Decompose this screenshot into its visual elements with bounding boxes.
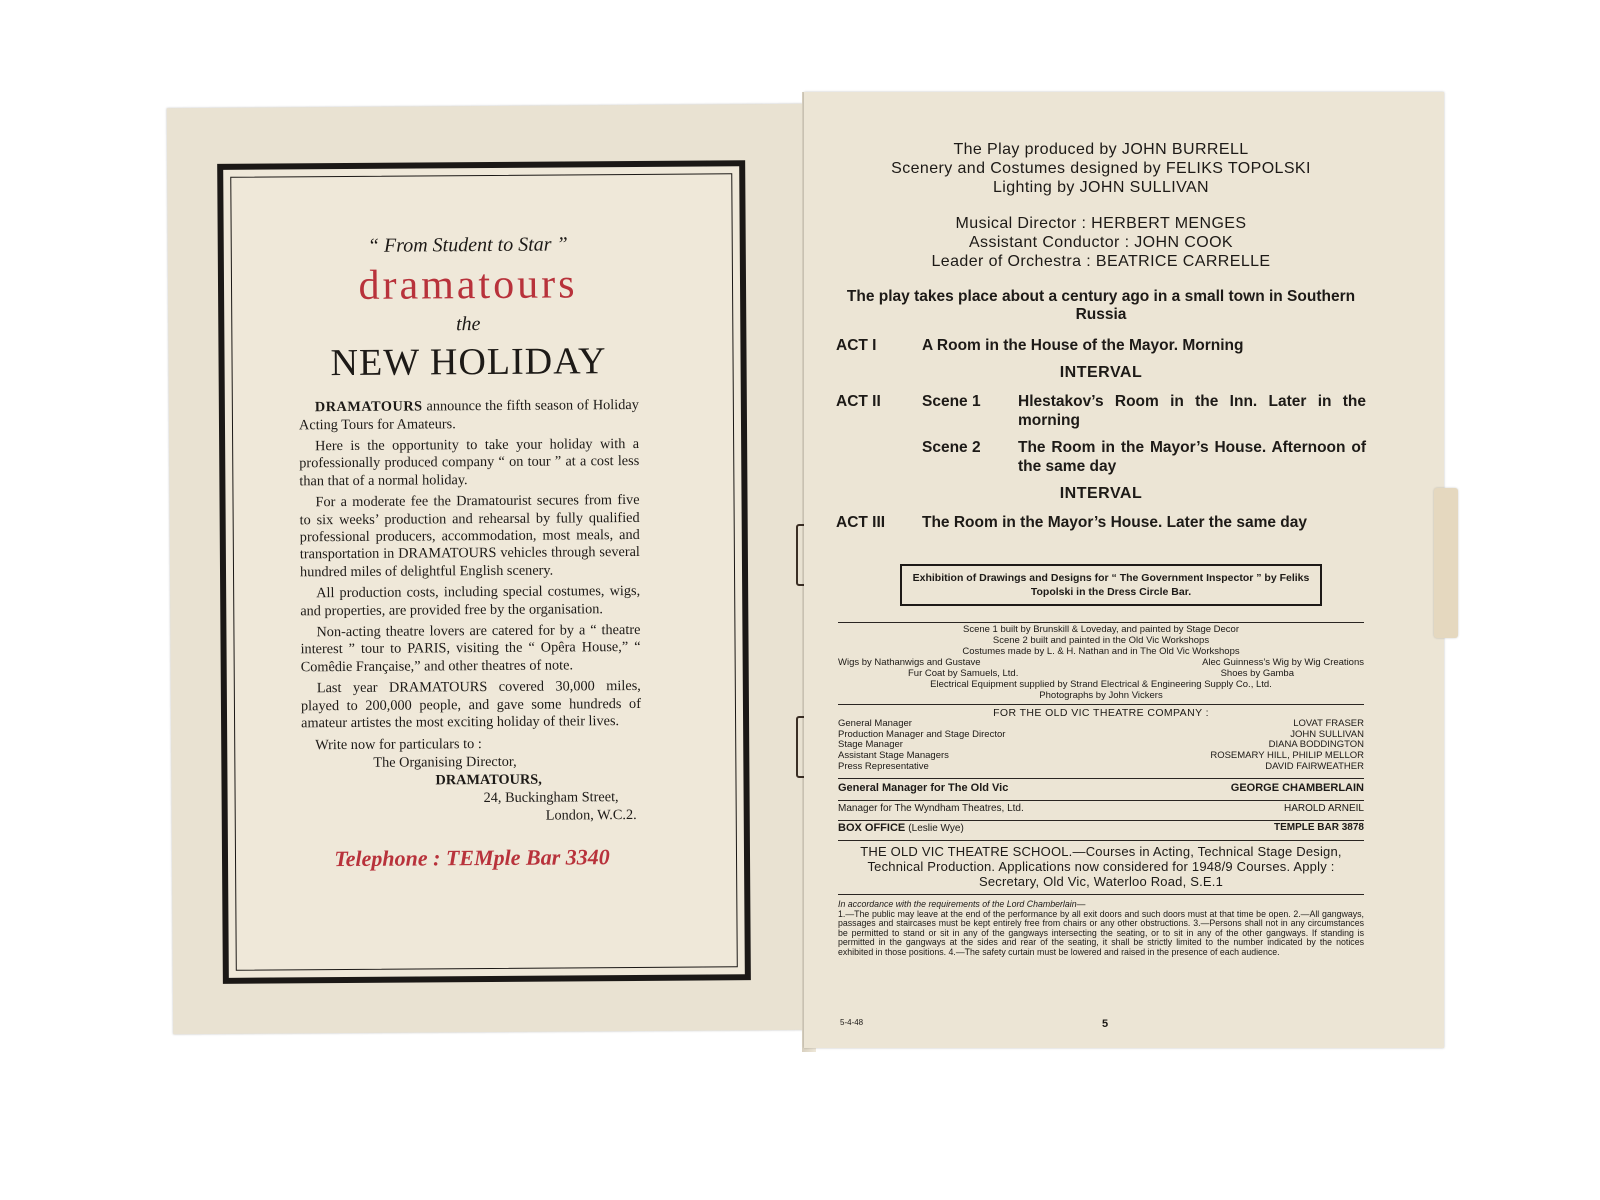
music-credits: Musical Director : HERBERT MENGES Assistant Conductor : JOHN COOK Leader of Orchestra : BEATRICE CARRELLE (931, 215, 1271, 270)
company-staff (838, 708, 1364, 773)
ad-paragraph: DRAMATOURS announce the fifth season of Holiday Acting Tours for Amateurs. (298, 397, 639, 433)
right-page (804, 92, 1444, 1048)
act-3: ACT III The Room in the Mayor’s House. Later the same day (836, 514, 1308, 531)
tape-strip (1434, 488, 1458, 638)
staff-row: Assistant Stage Managers ROSEMARY HILL, PHILIP MELLOR (838, 750, 1364, 762)
ad-paragraph: Non-acting theatre lovers are catered for by a “ theatre interest ” tour to PARIS, visiting the “ Opêra House,” “ Comêdie Française,” and other theatres of note. (300, 621, 641, 676)
act-1: ACT I A Room in the House of the Mayor. Morning (836, 337, 1244, 354)
interval-1: INTERVAL (1059, 364, 1143, 381)
production-credits: Scene 1 built by Brunskill & Loveday, and painted by Stage Decor Scene 2 built and painted in the Old Vic Workshops Costumes made by L. & H. Nathan and in The Old Vic Workshops Wigs by Nathanwigs and Gustave Alec Guinness’s Wig by Wig Creations Fur Coat by Samuels, Ltd. Shoes by Gamba Electrical Equipment supplied by Strand Electrical & Engineering Supply Co., Ltd. Photographs by John Vickers (838, 624, 1364, 701)
exhibition-notice: Exhibition of Drawings and Designs for “ The Government Inspector ” by Feliks Topolski in the Dress Circle Bar. (900, 564, 1322, 606)
divider (838, 820, 1364, 821)
wyndham-manager-row: Manager for The Wyndham Theatres, Ltd. HAROLD ARNEIL (838, 803, 1364, 814)
interval-2: INTERVAL (1059, 485, 1143, 502)
play-setting: The play takes place about a century ago in a small town in Southern Russia (846, 288, 1356, 323)
ad-headline: NEW HOLIDAY (330, 340, 607, 385)
act-listing (836, 336, 1366, 540)
divider (838, 778, 1364, 779)
ad-address: Write now for particulars to : The Organising Director, DRAMATOURS, 24, Buckingham Street, London, W.C.2. (315, 736, 637, 825)
ad-paragraph: For a moderate fee the Dramatourist secures from five to six weeks’ production and rehearsal by fully qualified professional producers, accommodation, most meals, and transportation in DRAMATOURS vehicles through several hundred miles of delightful English scenery. (299, 492, 640, 581)
ad-slogan: “ From Student to Star ” (367, 233, 568, 257)
page-number: 5 (1102, 1018, 1109, 1030)
advertisement-frame (217, 160, 751, 984)
ad-the: the (455, 313, 481, 336)
ad-paragraph: Here is the opportunity to take your holiday with a professionally produced company “ on tour ” at a cost less than that of a normal holiday. (299, 435, 640, 490)
print-code: 5-4-48 (840, 1018, 864, 1027)
theatre-school-notice: THE OLD VIC THEATRE SCHOOL.—Courses in Acting, Technical Stage Design, Technical Production. Applications now considered for 1948/9 Courses. Apply : Secretary, Old Vic, Waterloo Road, S.E.1 (860, 844, 1342, 889)
staff-row: Production Manager and Stage Director JOHN SULLIVAN (838, 728, 1364, 740)
production-credits-header: The Play produced by JOHN BURRELL Scenery and Costumes designed by FELIKS TOPOLSKI Lighting by JOHN SULLIVAN (891, 141, 1311, 196)
divider (838, 704, 1364, 705)
left-page (167, 104, 809, 1034)
general-manager-row: General Manager for The Old Vic GEORGE CHAMBERLAIN (838, 782, 1364, 794)
divider (838, 622, 1364, 623)
ad-paragraph: All production costs, including special costumes, wigs, and properties, are provided free by the organisation. (300, 583, 641, 619)
advertisement-body (298, 233, 642, 873)
staff-row: Press Representative DAVID FAIRWEATHER (838, 760, 1364, 772)
divider (838, 800, 1364, 801)
act-2-scene-2: Scene 2 The Room in the Mayor’s House. Afternoon of the same day (922, 439, 1366, 475)
ad-paragraph: Last year DRAMATOURS covered 30,000 miles, played to 200,000 people, and gave some hundreds of amateur artistes the most exciting holiday of their lives. (300, 678, 641, 732)
divider (838, 894, 1364, 895)
divider (838, 840, 1364, 841)
ad-brand: dramatours (358, 261, 578, 309)
act-2-scene-1: ACT II Scene 1 Hlestakov’s Room in the Inn. Later in the morning (836, 393, 1366, 429)
company-heading: FOR THE OLD VIC THEATRE COMPANY : (993, 707, 1209, 719)
staff-row: Stage Manager DIANA BODDINGTON (838, 739, 1364, 751)
staff-row: General Manager LOVAT FRASER (838, 717, 1364, 729)
lord-chamberlain-regulations: In accordance with the requirements of the Lord Chamberlain— 1.—The public may leave at the end of the performance by all exit doors and such doors must at that time be open. 2.—All gangways, passages and staircases must be kept entirely free from chairs or any other obstructions. 3.—Persons shall not in any circumstances be permitted to stand or sit in any of the gangways intersecting the seating, or to sit in any of the other gangways. If standing is permitted in the gangways at the sides and rear of the seating, it shall be strictly limited to the number indicated by the notices exhibited in those positions. 4.—The safety curtain must be lowered and raised in the presence of each audience. (838, 899, 1364, 957)
box-office-row: BOX OFFICE (Leslie Wye) TEMPLE BAR 3878 (838, 822, 1364, 834)
ad-telephone: Telephone : TEMple Bar 3340 (334, 844, 610, 872)
